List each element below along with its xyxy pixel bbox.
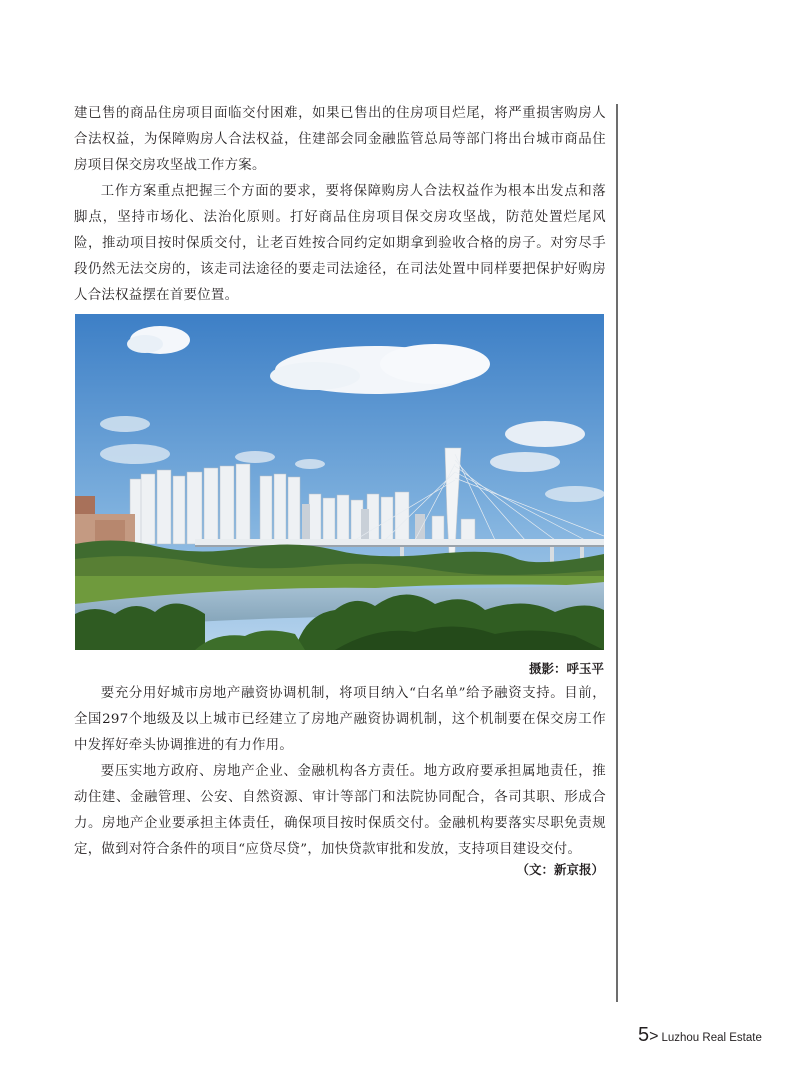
arrow-icon: > — [649, 1028, 659, 1045]
page-number: 5 — [638, 1024, 650, 1046]
article-body-top — [74, 101, 606, 309]
publication-name: Luzhou Real Estate — [661, 1032, 762, 1044]
page-footer — [638, 1024, 762, 1047]
article-body-bottom — [74, 681, 606, 863]
photo-caption: 摄影：呼玉平 — [528, 661, 604, 676]
paragraph: 建已售的商品住房项目面临交付困难，如果已售出的住房项目烂尾，将严重损害购房人合法权益，为保障购房人合法权益，住建部会同金融监管总局等部门将出台城市商品住房项目保交房攻坚战工作方案。 — [74, 106, 606, 173]
column-divider — [616, 104, 618, 1002]
paragraph: 要充分用好城市房地产融资协调机制，将项目纳入“白名单”给予融资支持。目前，全国297个地级及以上城市已经建立了房地产融资协调机制，这个机制要在保交房工作中发挥好牵头协调推进的有力作用。 — [74, 686, 606, 753]
paragraph: 要压实地方政府、房地产企业、金融机构各方责任。地方政府要承担属地责任，推动住建、金融管理、公安、自然资源、审计等部门和法院协同配合，各司其职、形成合力。房地产企业要承担主体责任，确保项目按时保质交付。金融机构要落实尽职免责规定，做到对符合条件的项目“应贷尽贷”，加快贷款审批和发放，支持项目建设交付。 — [74, 764, 606, 857]
photo-illustration — [75, 314, 604, 650]
source-credit: （文：新京报） — [516, 862, 604, 877]
paragraph: 工作方案重点把握三个方面的要求，要将保障购房人合法权益作为根本出发点和落脚点，坚持市场化、法治化原则。打好商品住房项目保交房攻坚战，防范处置烂尾风险，推动项目按时保质交付，让老百姓按合同约定如期拿到验收合格的房子。对穷尽手段仍然无法交房的，该走司法途径的要走司法途径，在司法处置中同样要把保护好购房人合法权益摆在首要位置。 — [74, 184, 606, 303]
city-bridge-photo — [75, 314, 604, 650]
